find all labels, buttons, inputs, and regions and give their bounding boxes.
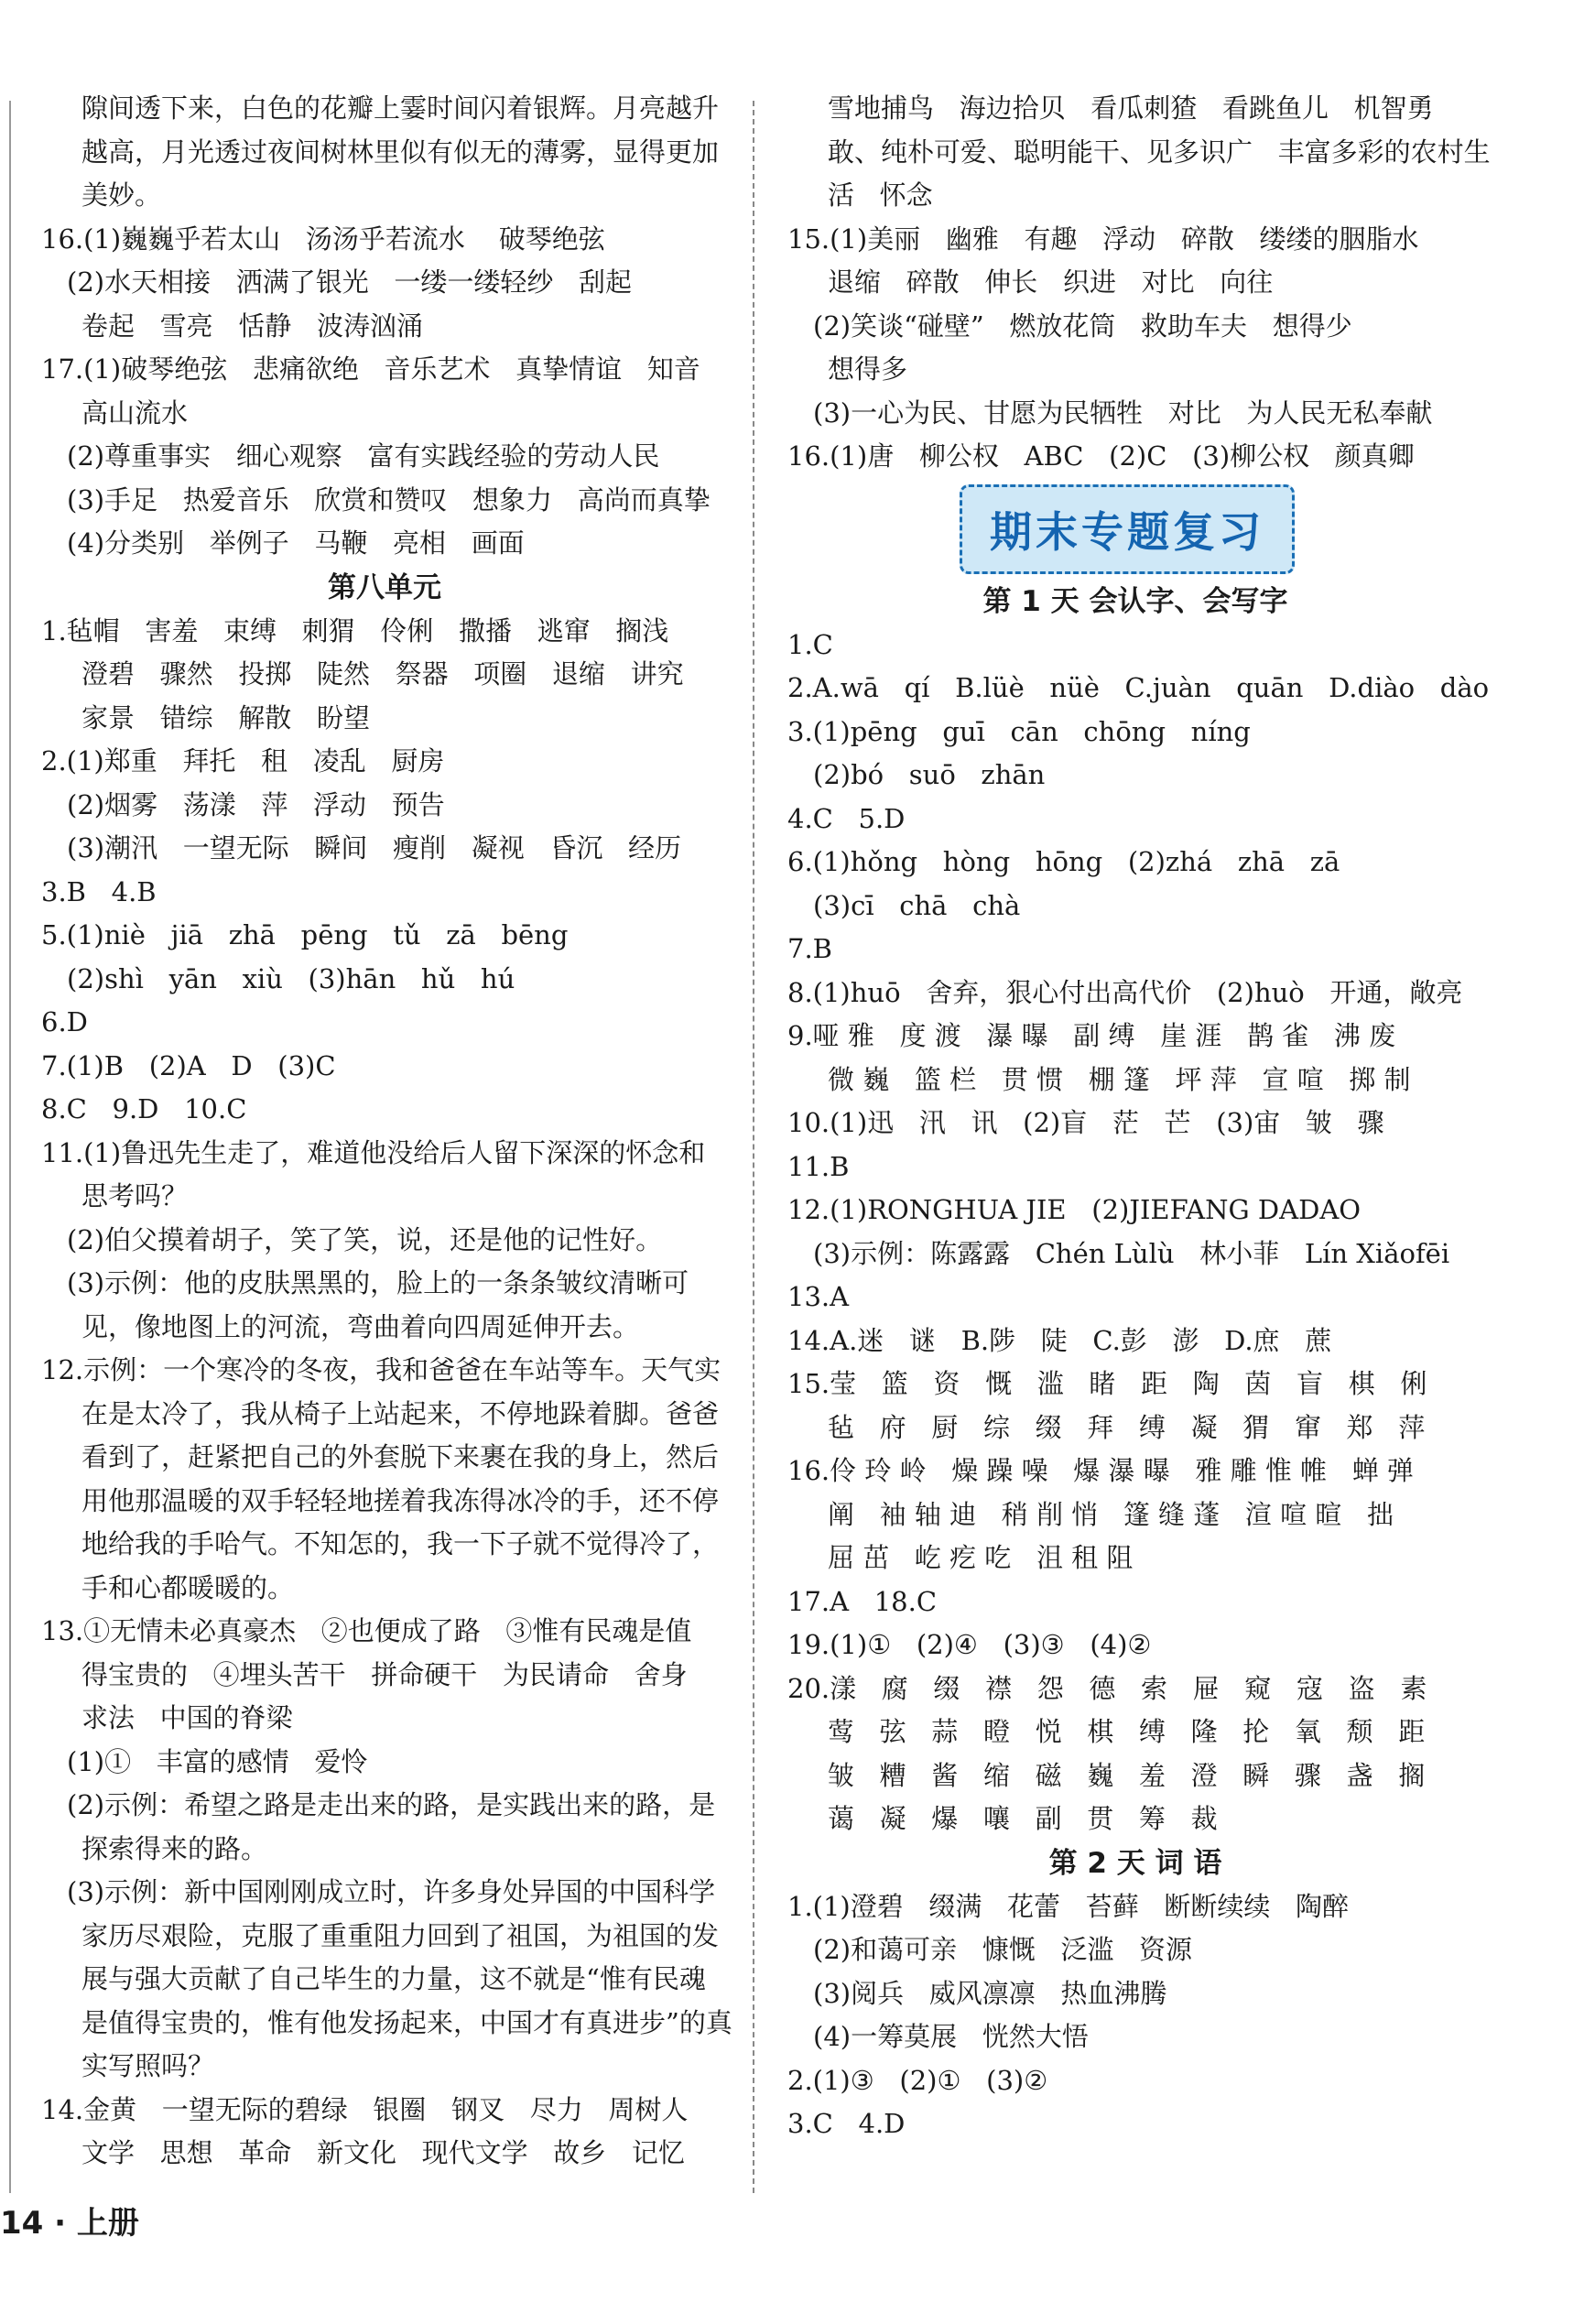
answer-line: 敢、纯朴可爱、聪明能干、见多识广 丰富多彩的农村生 [828, 136, 1491, 168]
answer-line: 卷起 雪亮 恬静 波涛汹涌 [81, 310, 423, 342]
answer-line: 文学 思想 革命 新文化 现代文学 故乡 记忆 [81, 2137, 685, 2168]
answer-line: 2.A.wā qí B.lüè nüè C.juàn quān D.diào dào [787, 672, 1490, 703]
answer-line: 13.①无情未必真豪杰 ②也便成了路 ③惟有民魂是值 [41, 1615, 692, 1646]
answer-line: 屈 茁 屹 疙 吃 沮 租 阻 [828, 1542, 1134, 1573]
answer-line: 探索得来的路。 [81, 1832, 268, 1864]
answer-line: 3.C 4.D [787, 2108, 906, 2139]
answer-line: 皱 糟 酱 缩 磁 巍 羞 澄 瞬 骤 盏 搁 [828, 1759, 1426, 1791]
answer-line: 实写照吗？ [81, 2050, 215, 2081]
answer-line: 7.B [787, 933, 832, 964]
answer-line: 得宝贵的 ④埋头苦干 拼命硬干 为民请命 舍身 [81, 1658, 688, 1690]
answer-line: 越高，月光透过夜间树林里似有似无的薄雾，显得更加 [81, 136, 720, 168]
answer-line: 微 巍 篮 栏 贯 惯 棚 篷 坪 萍 宣 喧 掷 制 [828, 1063, 1411, 1095]
answer-line: 9.哑 雅 度 渡 瀑 曝 副 缚 崖 涯 鹊 雀 沸 废 [787, 1020, 1396, 1051]
answer-line: (2)shì yān xiù (3)hān hǔ hú [67, 962, 515, 994]
answer-line: (3)cī chā chà [813, 889, 1021, 921]
answer-line: 11.(1)鲁迅先生走了，难道他没给后人留下深深的怀念和 [41, 1136, 706, 1168]
answer-line: 1.C [787, 628, 833, 660]
answer-line: 退缩 碎散 伸长 织进 对比 向往 [828, 266, 1274, 298]
answer-line: 蔼 凝 爆 嚷 副 贯 筹 裁 [828, 1803, 1218, 1834]
answer-line: 家历尽艰险，克服了重重阻力回到了祖国，为祖国的发 [81, 1919, 720, 1951]
answer-line: 14.金黄 一望无际的碧绿 银圈 钢叉 尽力 周树人 [41, 2093, 689, 2125]
answer-line: 12.示例：一个寒冷的冬夜，我和爸爸在车站等车。天气实 [41, 1354, 721, 1385]
answer-line: 想得多 [828, 353, 908, 385]
answer-line: 1.毡帽 害羞 束缚 刺猬 伶俐 撒播 逃窜 搁浅 [41, 614, 669, 646]
banner-box [960, 484, 1295, 574]
answer-line: 阐 袖 轴 迪 稍 削 悄 篷 缝 蓬 渲 喧 暄 拙 [828, 1498, 1394, 1530]
answer-line: 高山流水 [81, 396, 189, 429]
answer-line: 手和心都暖暖的。 [81, 1571, 295, 1603]
answer-line: 4.C 5.D [787, 802, 906, 834]
answer-line: 16.(1)巍巍乎若太山 汤汤乎若流水 破琴绝弦 [41, 223, 605, 255]
answer-line: 20.漾 腐 缀 襟 怨 德 索 屉 窥 寇 盗 素 [787, 1672, 1427, 1704]
answer-line: (2)笑谈“碰壁” 燃放花筒 救助车夫 想得少 [813, 310, 1352, 342]
answer-line: 毡 府 厨 综 缀 拜 缚 凝 猬 窜 郑 萍 [828, 1411, 1426, 1443]
answer-line: 6.(1)hǒng hòng hōng (2)zhá zhā zā [787, 846, 1340, 877]
answer-line: 17.A 18.C [787, 1585, 938, 1617]
answer-line: 家景 错综 解散 盼望 [81, 701, 370, 733]
answer-line: 14.A.迷 谜 B.陟 陡 C.彭 澎 D.庶 蔗 [787, 1324, 1332, 1356]
answer-line: (2)伯父摸着胡子，笑了笑，说，还是他的记性好。 [67, 1223, 663, 1255]
answer-line: (2)尊重事实 细心观察 富有实践经验的劳动人民 [67, 440, 660, 472]
answer-line: 1.(1)澄碧 缀满 花蕾 苔藓 断断续续 陶醉 [787, 1890, 1350, 1922]
answer-line: (2)bó suō zhān [813, 759, 1046, 790]
section-banner [787, 479, 1483, 580]
answer-line: 7.(1)B (2)A D (3)C [41, 1049, 336, 1081]
unit-heading: 第八单元 [328, 570, 441, 604]
answer-line: 8.(1)huō 舍弃，狠心付出高代价 (2)huò 开通，敞亮 [787, 976, 1463, 1008]
answer-line: 2.(1)郑重 拜托 租 凌乱 厨房 [41, 745, 445, 776]
answer-line: (3)示例：新中国刚刚成立时，许多身处异国的中国科学 [67, 1876, 716, 1907]
answer-line: (2)水天相接 洒满了银光 一缕一缕轻纱 刮起 [67, 266, 633, 298]
page-footer: 14 · 上册 [0, 2205, 139, 2242]
answer-line: (4)分类别 举例子 马鞭 亮相 画面 [67, 527, 525, 559]
answer-line: 15.莹 篮 资 慨 滥 睹 距 陶 茵 盲 棋 俐 [787, 1368, 1427, 1399]
answer-line: 求法 中国的脊梁 [81, 1702, 293, 1733]
answer-line: 16.伶 玲 岭 燥 躁 噪 爆 瀑 曝 雅 雕 惟 帷 蝉 弹 [787, 1455, 1414, 1486]
answer-line: 11.B [787, 1150, 850, 1182]
answer-line: 见，像地图上的河流，弯曲着向四周延伸开去。 [81, 1310, 640, 1342]
answer-line: (2)示例：希望之路是走出来的路，是实践出来的路，是 [67, 1789, 716, 1820]
answer-line: 5.(1)niè jiā zhā pēng tǔ zā bēng [41, 919, 569, 950]
answer-line: 看到了，赶紧把自己的外套脱下来裹在我的身上，然后 [81, 1441, 720, 1472]
answer-line: 莺 弦 蒜 瞪 悦 棋 缚 隆 抡 氧 颓 距 [828, 1716, 1426, 1747]
answer-line: (3)潮汛 一望无际 瞬间 瘦削 凝视 昏沉 经历 [67, 832, 682, 863]
answer-line: 澄碧 骤然 投掷 陡然 祭器 项圈 退缩 讲究 [81, 658, 684, 690]
answer-line: (3)手足 热爱音乐 欣赏和赞叹 想象力 高尚而真挚 [67, 483, 711, 516]
answer-line: (3)一心为民、甘愿为民牺牲 对比 为人民无私奉献 [813, 396, 1433, 429]
answer-line: 12.(1)RONGHUA JIE (2)JIEFANG DADAO [787, 1194, 1362, 1225]
answer-line: 展与强大贡献了自己毕生的力量，这不就是“惟有民魂 [81, 1963, 706, 1994]
answer-line: 6.D [41, 1006, 88, 1037]
answer-line: (3)示例：陈露露 Chén Lùlù 林小菲 Lín Xiǎofēi [813, 1237, 1450, 1269]
day-heading: 第 2 天 词 语 [1048, 1846, 1222, 1880]
answer-line: 3.B 4.B [41, 875, 157, 907]
answer-line: (3)示例：他的皮肤黑黑的，脸上的一条条皱纹清晰可 [67, 1267, 689, 1298]
answer-line: (1)① 丰富的感情 爱怜 [67, 1745, 368, 1777]
answer-line: 16.(1)唐 柳公权 ABC (2)C (3)柳公权 颜真卿 [787, 440, 1415, 472]
answer-line: 美妙。 [81, 179, 162, 211]
answer-line: 10.(1)迅 汛 讯 (2)盲 茫 芒 (3)宙 皱 骤 [787, 1107, 1384, 1138]
answer-line: (2)和蔼可亲 慷慨 泛滥 资源 [813, 1934, 1193, 1965]
answer-line: 19.(1)① (2)④ (3)③ (4)② [787, 1629, 1152, 1660]
answer-line: 在是太冷了，我从椅子上站起来，不停地跺着脚。爸爸 [81, 1397, 720, 1429]
answer-line: 活 怀念 [828, 179, 933, 211]
answer-line: 2.(1)③ (2)① (3)② [787, 2064, 1048, 2096]
right-column [787, 87, 1491, 2146]
answer-line: 用他那温暖的双手轻轻地搓着我冻得冰冷的手，还不停 [81, 1484, 720, 1516]
answer-line: 15.(1)美丽 幽雅 有趣 浮动 碎散 缕缕的胭脂水 [787, 223, 1419, 255]
answer-line: 8.C 9.D 10.C [41, 1093, 247, 1124]
answer-line: 地给我的手哈气。不知怎的，我一下子就不觉得冷了， [81, 1528, 720, 1559]
answer-line: 思考吗？ [81, 1180, 189, 1211]
left-edge-line [9, 101, 11, 2193]
day-heading: 第 1 天 会认字、会写字 [982, 584, 1288, 618]
answer-line: (3)阅兵 威风凛凛 热血沸腾 [813, 1977, 1167, 2009]
answer-line: 隙间透下来，白色的花瓣上霎时间闪着银辉。月亮越升 [81, 92, 720, 124]
answer-line: 13.A [787, 1281, 850, 1312]
left-column [41, 87, 732, 2176]
column-divider [753, 101, 754, 2193]
answer-line: (2)烟雾 荡漾 萍 浮动 预告 [67, 788, 445, 820]
banner-title: 期末专题复习 [990, 506, 1264, 557]
answer-line: 3.(1)pēng guī cān chōng níng [787, 715, 1251, 747]
answer-line: (4)一筹莫展 恍然大悟 [813, 2021, 1089, 2052]
answer-line: 是值得宝贵的，惟有他发扬起来，中国才有真进步”的真 [81, 2006, 732, 2038]
answer-line: 雪地捕鸟 海边拾贝 看瓜刺猹 看跳鱼儿 机智勇 [828, 92, 1434, 124]
answer-line: 17.(1)破琴绝弦 悲痛欲绝 音乐艺术 真挚情谊 知音 [41, 353, 700, 385]
